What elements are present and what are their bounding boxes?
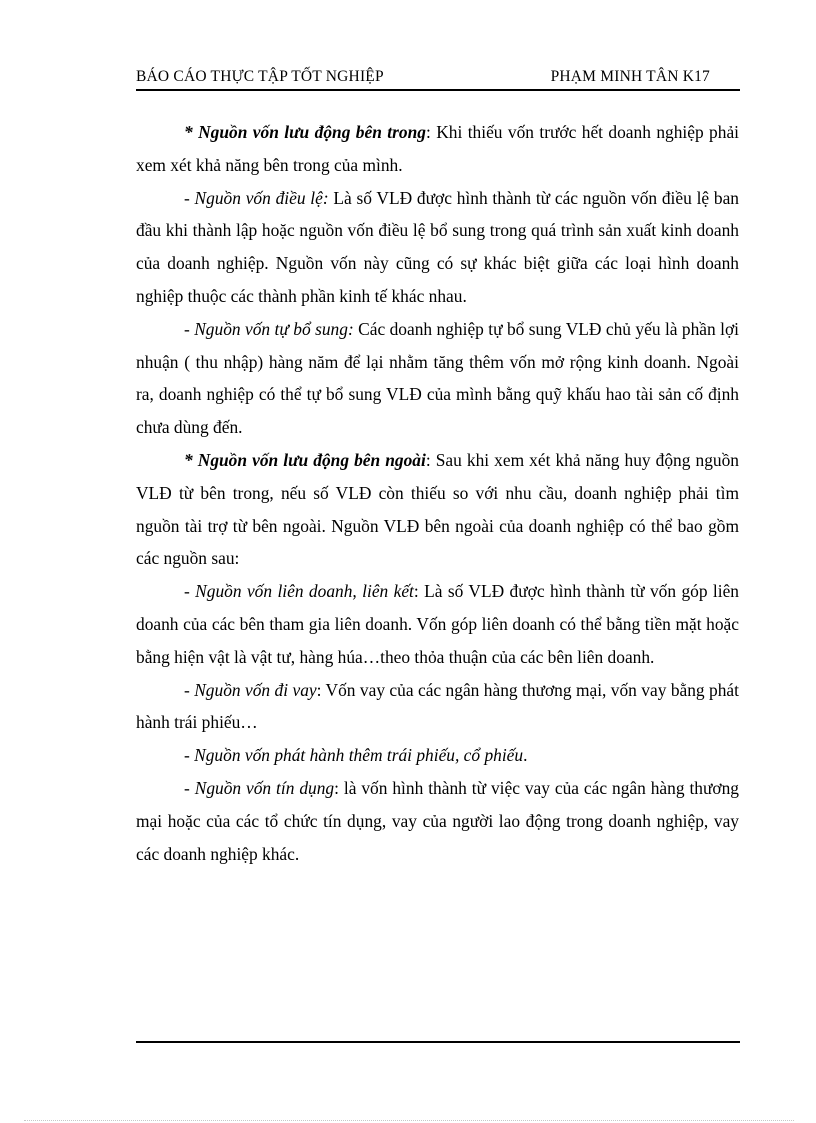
paragraph-text: : Sau khi xem xét khả năng huy động nguồn VLĐ từ bên trong, nếu số VLĐ còn thiếu so với nhu cầu, doanh nghiệp phải tìm nguồn tài trợ từ bên ngoài. Nguồn VLĐ bên ngoài của doanh nghiệp có thể bao gồm các nguồn sau:	[136, 449, 739, 569]
paragraph-text: : Vốn vay của các ngân hàng thương mại, vốn vay bằng phát hành trái phiếu…	[136, 679, 739, 733]
paragraph-borrowed-capital	[136, 674, 739, 740]
paragraph-text: Là số VLĐ được hình thành từ các nguồn vốn điều lệ ban đầu khi thành lập hoặc nguồn vốn điều lệ bổ sung trong quá trình sản xuất kinh doanh của doanh nghiệp. Nguồn vốn này cũng có sự khác biệt giữa các loại hình doanh nghiệp thuộc các thành phần kinh tế khác nhau.	[136, 187, 739, 306]
paragraph-heading: - Nguồn vốn tín dụng	[184, 777, 335, 798]
paragraph-heading: - Nguồn vốn đi vay	[184, 679, 317, 700]
paragraph-text: : là vốn hình thành từ việc vay của các ngân hàng thương mại hoặc của các tổ chức tín dụng, vay của người lao động trong doanh nghiệp, vay các doanh nghiệp khác.	[136, 777, 740, 864]
paragraph-internal-working-capital	[136, 116, 739, 182]
paragraph-heading: - Nguồn vốn tự bổ sung:	[184, 318, 354, 339]
paragraph-text: : Là số VLĐ được hình thành từ vốn góp liên doanh của các bên tham gia liên doanh. Vốn góp liên doanh có thể bằng tiền mặt hoặc bằng hiện vật là vật tư, hàng húa…theo thỏa thuận của các bên liên doanh.	[136, 581, 740, 667]
paragraph-heading: - Nguồn vốn liên doanh, liên kết	[184, 581, 414, 602]
header-divider	[136, 89, 740, 91]
document-body	[136, 116, 739, 870]
paragraph-self-supplemented-capital	[136, 313, 739, 444]
paragraph-credit-capital	[136, 772, 739, 870]
paragraph-external-working-capital	[136, 444, 739, 575]
footer-divider	[136, 1041, 740, 1043]
paragraph-charter-capital	[136, 182, 739, 313]
paragraph-heading: * Nguồn vốn lưu động bên trong	[184, 122, 426, 142]
paragraph-heading: - Nguồn vốn điều lệ:	[184, 187, 329, 208]
paragraph-text: Các doanh nghiệp tự bổ sung VLĐ chủ yếu là phần lợi nhuận ( thu nhập) hàng năm để lại nhằm tăng thêm vốn mở rộng kinh doanh. Ngoài ra, doanh nghiệp có thể tự bổ sung VLĐ của mình bằng quỹ khấu hao tài sản cố định chưa dùng đến.	[136, 318, 739, 438]
report-title: BÁO CÁO THỰC TẬP TỐT NGHIỆP	[136, 68, 384, 85]
paragraph-text: .	[523, 745, 528, 766]
paragraph-text: : Khi thiếu vốn trước hết doanh nghiệp phải xem xét khả năng bên trong của mình.	[136, 122, 739, 175]
paragraph-bond-stock-issuance	[136, 739, 739, 772]
paragraph-joint-venture-capital	[136, 575, 739, 673]
paragraph-heading: * Nguồn vốn lưu động bên ngoài	[184, 449, 426, 470]
paragraph-heading: - Nguồn vốn phát hành thêm trái phiếu, cổ phiếu	[184, 745, 524, 766]
page-header	[136, 66, 740, 90]
page-edge-dotted-line	[24, 1120, 794, 1121]
author-name: PHẠM MINH TÂN K17	[550, 68, 710, 85]
